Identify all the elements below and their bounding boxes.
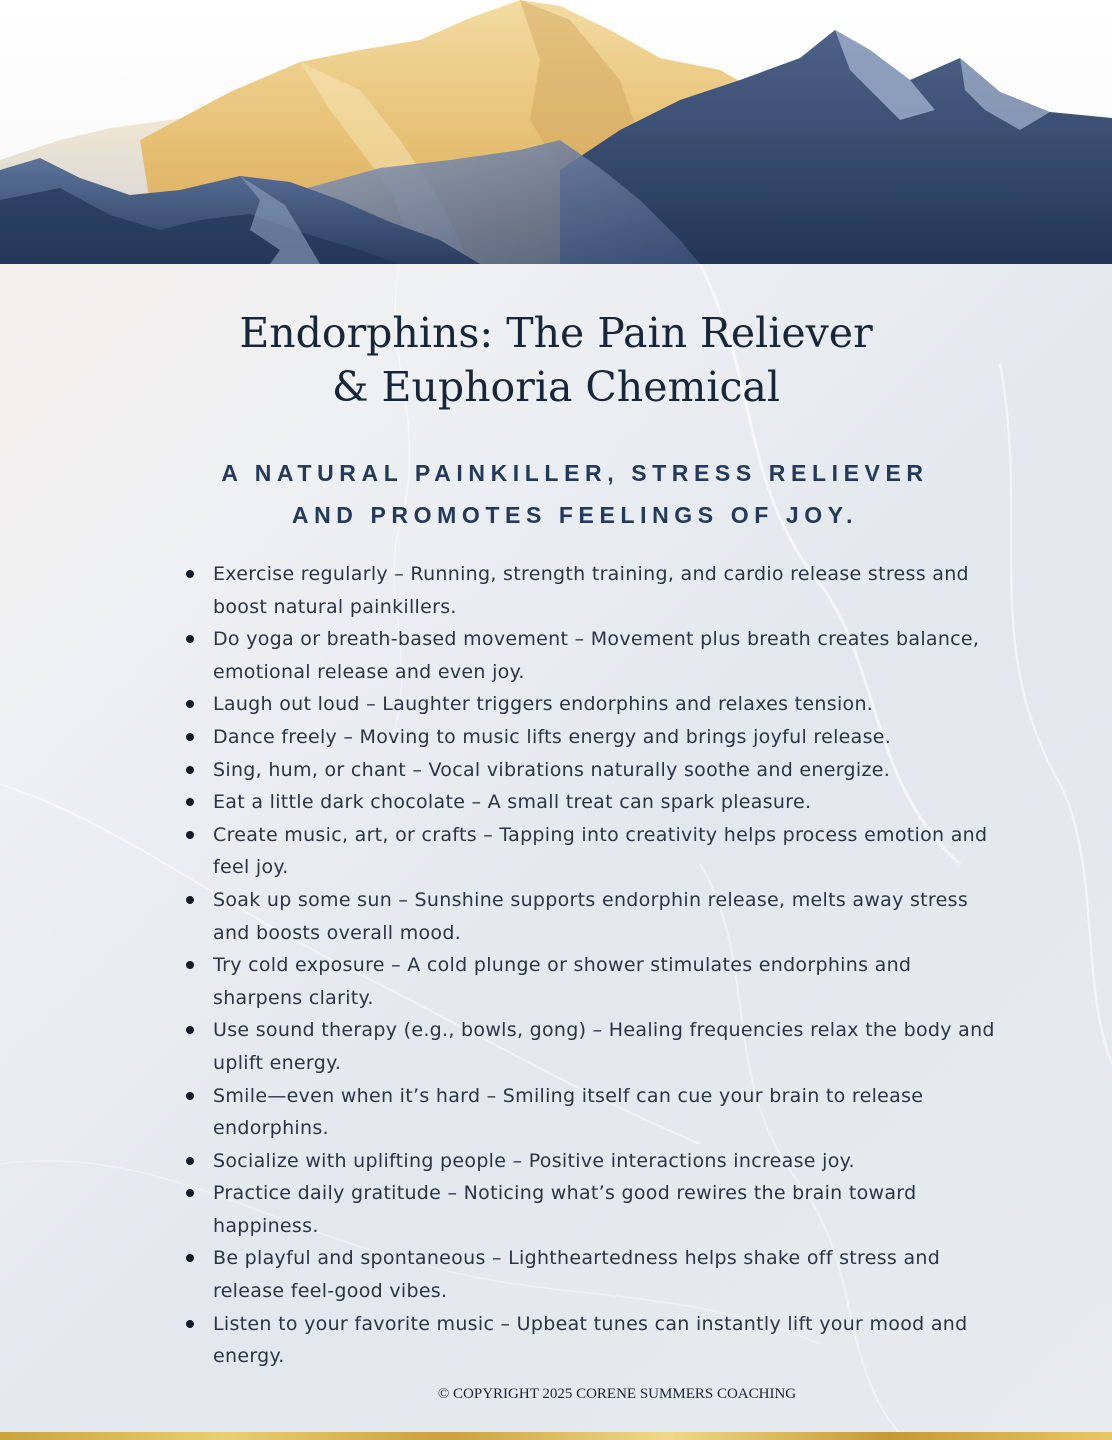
list-item: Socialize with uplifting people – Positive interactions increase joy. [213,1145,1003,1178]
page-title [0,306,1112,414]
list-item: Soak up some sun – Sunshine supports endorphin release, melts away stress and boosts overall mood. [213,884,1003,949]
list-item: Listen to your favorite music – Upbeat tunes can instantly lift your mood and energy. [213,1308,1003,1373]
list-item: Exercise regularly – Running, strength training, and cardio release stress and boost natural painkillers. [213,558,1003,623]
list-item: Sing, hum, or chant – Vocal vibrations naturally soothe and energize. [213,754,1003,787]
subtitle-line-1: A NATURAL PAINKILLER, STRESS RELIEVER [221,460,929,486]
page-subtitle [0,452,1112,536]
list-item: Dance freely – Moving to music lifts energy and brings joyful release. [213,721,1003,754]
gold-border-bar [0,1432,1112,1440]
copyright-footer: © COPYRIGHT 2025 CORENE SUMMERS COACHING [437,1386,797,1402]
list-item: Laugh out loud – Laughter triggers endorphins and relaxes tension. [213,688,1003,721]
list-item: Be playful and spontaneous – Lightheartedness helps shake off stress and release feel-good vibes. [213,1242,1003,1307]
list-item: Do yoga or breath-based movement – Movement plus breath creates balance, emotional release and even joy. [213,623,1003,688]
title-line-1: Endorphins: The Pain Reliever [239,309,873,357]
mountain-banner [0,0,1112,264]
tips-list [213,558,1003,1373]
mountain-illustration [0,0,1112,264]
list-item: Create music, art, or crafts – Tapping into creativity helps process emotion and feel joy. [213,819,1003,884]
list-item: Practice daily gratitude – Noticing what’s good rewires the brain toward happiness. [213,1177,1003,1242]
title-line-2: & Euphoria Chemical [332,363,780,411]
list-item: Use sound therapy (e.g., bowls, gong) – Healing frequencies relax the body and uplift energy. [213,1014,1003,1079]
list-item: Eat a little dark chocolate – A small treat can spark pleasure. [213,786,1003,819]
list-item: Smile—even when it’s hard – Smiling itself can cue your brain to release endorphins. [213,1080,1003,1145]
subtitle-line-2: AND PROMOTES FEELINGS OF JOY. [291,502,859,528]
list-item: Try cold exposure – A cold plunge or shower stimulates endorphins and sharpens clarity. [213,949,1003,1014]
